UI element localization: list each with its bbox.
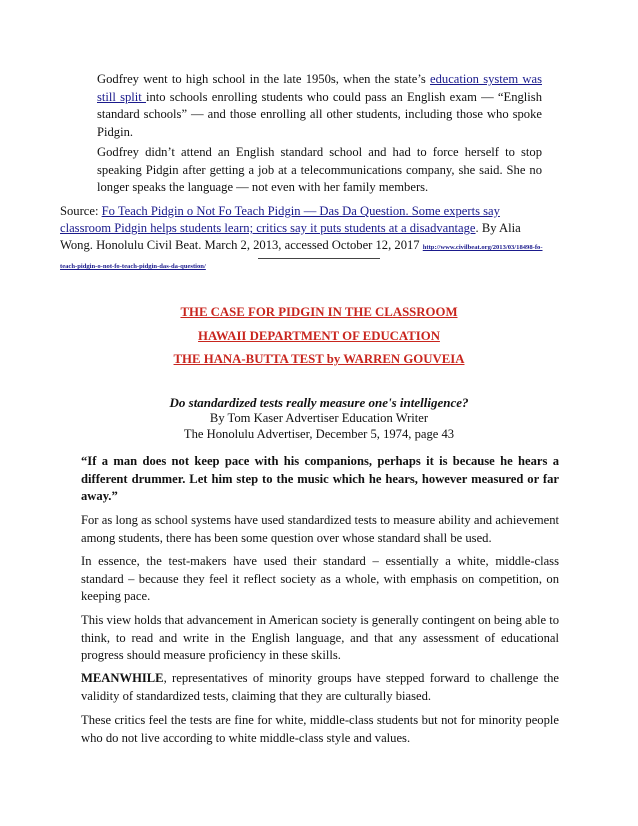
article-paragraph-3: This view holds that advancement in American society is generally contingent on being able to think, to read and write in the English language, and that any assessment of educational progress should measure proficiency in these skills. (81, 613, 559, 663)
article-paragraph-4 (81, 670, 559, 705)
education-system-link[interactable]: education system was still split (97, 72, 542, 104)
article-paragraph-1: For as long as school systems have used standardized tests to measure ability and achievement among students, there has been some question over whose standard shall be used. (81, 513, 559, 545)
quote-paragraph-2: Godfrey didn’t attend an English standard school and had to force herself to stop speaking Pidgin after getting a job at a telecommunications company, she said. She no longer speaks the language — not even with her family members. (97, 145, 542, 194)
source-label: Source: (60, 204, 102, 218)
source-title-link[interactable]: Fo Teach Pidgin o Not Fo Teach Pidgin — Das Da Question. Some experts say classroom Pidgin helps students learn; critics say it puts students at a disadvantage (60, 204, 500, 235)
paragraph-lead-word: MEANWHILE (81, 671, 164, 685)
source-citation (60, 203, 552, 275)
article-paragraph-2: In essence, the test-makers have used their standard – essentially a white, middle-class standard – because they feel it reflect society as a whole, with emphasis on competition, on keeping pace. (81, 554, 559, 604)
quote-text: into schools enrolling students who could pass an English exam — “English standard schools” — and those enrolling all other students, including those who spoke Pidgin. (97, 89, 542, 139)
article-byline (0, 410, 638, 442)
article-paragraph-5: These critics feel the tests are fine for white, middle-class students but not for minority people who do not live according to white middle-class style and values. (81, 713, 559, 745)
paragraph-text: , representatives of minority groups have stepped forward to challenge the validity of standardized tests, claiming that they are culturally biased. (81, 671, 559, 703)
section-divider (258, 258, 380, 259)
byline-author: By Tom Kaser Advertiser Education Writer (209, 411, 429, 425)
quote-text: Godfrey went to high school in the late 1950s, when the state’s (97, 72, 431, 86)
heading-department: HAWAII DEPARTMENT OF EDUCATION (198, 329, 440, 343)
quote-paragraph-1 (97, 71, 542, 141)
source-url-link[interactable]: http://www.civilbeat.org/2013/03/18498-fo-teach-pidgin-o-not-fo-teach-pidgin-das-da-question/ (60, 244, 543, 270)
article-title: Do standardized tests really measure one's intelligence? (169, 395, 469, 410)
epigraph-quote: “If a man does not keep pace with his companions, perhaps it is because he hears a different drummer. Let him step to the music which he hears, however measured or far away.” (81, 454, 559, 504)
byline-publication: The Honolulu Advertiser, December 5, 1974, page 43 (183, 427, 455, 441)
source-details: . By Alia Wong. Honolulu Civil Beat. March 2, 2013, accessed October 12, 2017 (60, 221, 521, 252)
heading-case-for-pidgin: THE CASE FOR PIDGIN IN THE CLASSROOM (180, 305, 458, 319)
heading-hana-butta-test: THE HANA-BUTTA TEST by WARREN GOUVEIA (173, 352, 465, 366)
